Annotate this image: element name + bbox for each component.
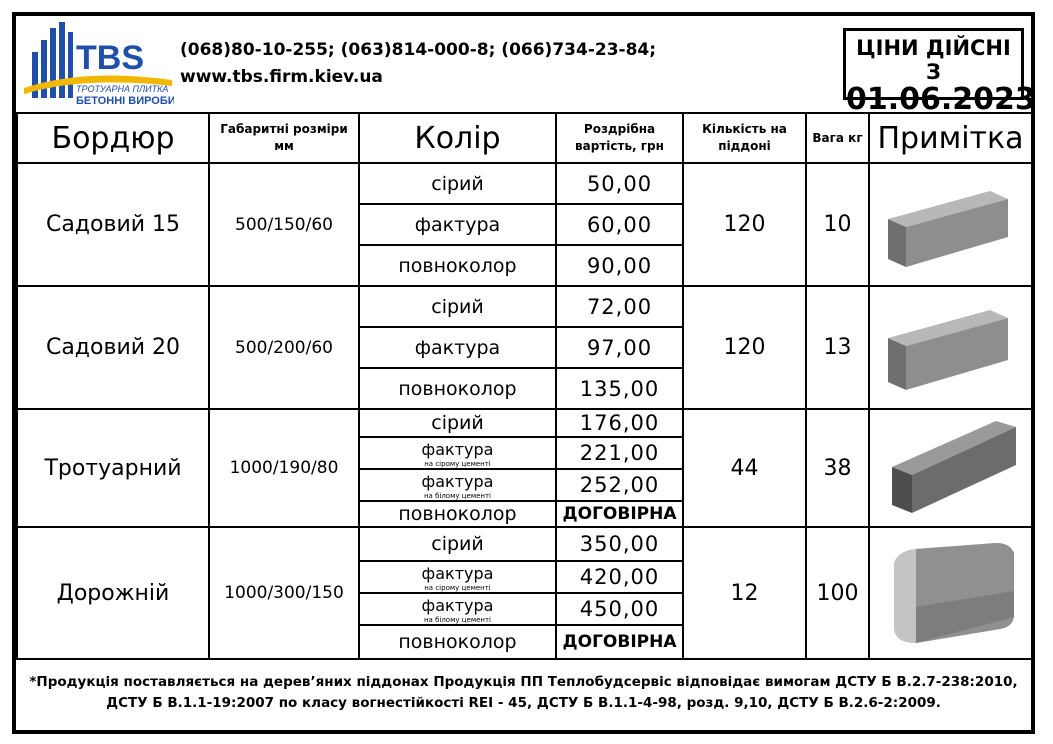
price-table — [16, 112, 1033, 660]
variant-color: фактура на білому цементі — [359, 469, 556, 501]
variant-price: 50,00 — [556, 163, 683, 204]
product-name: Садовий 20 — [17, 286, 209, 409]
variant-color: фактура на сірому цементі — [359, 561, 556, 593]
sidewalk-curb-image — [869, 409, 1032, 527]
variant-price: 60,00 — [556, 204, 683, 245]
footer-note — [16, 672, 1031, 714]
weight-kg: 13 — [806, 286, 869, 409]
table-row — [17, 286, 1032, 327]
variant-color: фактура — [359, 327, 556, 368]
product-name: Садовий 15 — [17, 163, 209, 286]
variant-color: фактура — [359, 204, 556, 245]
validity-label: ЦІНИ ДІЙСНІ З — [856, 36, 1011, 84]
variant-price: 420,00 — [556, 561, 683, 593]
variant-price: 135,00 — [556, 368, 683, 409]
svg-text:БЕТОННІ ВИРОБИ: БЕТОННІ ВИРОБИ — [76, 95, 174, 107]
contact-website[interactable]: www.tbs.firm.kiev.ua — [180, 67, 383, 87]
product-name: Тротуарний — [17, 409, 209, 527]
variant-color: повноколор — [359, 625, 556, 659]
pallet-quantity: 120 — [683, 286, 806, 409]
table-header-row — [17, 113, 1032, 163]
weight-kg: 100 — [806, 527, 869, 659]
product-dimensions: 1000/300/150 — [209, 527, 359, 659]
product-dimensions: 500/150/60 — [209, 163, 359, 286]
variant-color: сірий — [359, 527, 556, 561]
variant-color: повноколор — [359, 245, 556, 286]
header-dimensions: Габаритні розміри мм — [209, 113, 359, 163]
variant-price: 97,00 — [556, 327, 683, 368]
tbs-logo — [24, 22, 174, 108]
header-weight: Вага кг — [806, 113, 869, 163]
variant-color: сірий — [359, 163, 556, 204]
garden-curb-image — [869, 286, 1032, 409]
variant-color: повноколор — [359, 368, 556, 409]
variant-price: 221,00 — [556, 437, 683, 469]
variant-price: 252,00 — [556, 469, 683, 501]
table-row — [17, 527, 1032, 561]
contact-info — [180, 37, 656, 91]
variant-color: фактура на сірому цементі — [359, 437, 556, 469]
variant-price: 350,00 — [556, 527, 683, 561]
product-name: Дорожній — [17, 527, 209, 659]
svg-text:ТРОТУАРНА ПЛИТКА: ТРОТУАРНА ПЛИТКА — [76, 84, 169, 94]
table-row — [17, 409, 1032, 437]
variant-price: 72,00 — [556, 286, 683, 327]
pallet-quantity: 44 — [683, 409, 806, 527]
footer-line-1: *Продукція поставляється на дерев’яних піддонах Продукція ПП Теплобудсервіс відповідає вимогам ДСТУ Б В.2.7-238:2010, — [29, 674, 1018, 690]
footer-line-2: ДСТУ Б В.1.1-19:2007 по класу вогнестійкості REI - 45, ДСТУ Б В.1.1-4-98, розд. 9,10, ДСТУ Б В.2.6-2:2009. — [106, 695, 941, 711]
weight-kg: 10 — [806, 163, 869, 286]
header-note: Примітка — [869, 113, 1032, 163]
variant-color: фактура на білому цементі — [359, 593, 556, 625]
variant-price: 90,00 — [556, 245, 683, 286]
variant-color: повноколор — [359, 501, 556, 527]
header-price: Роздрібна вартість, грн — [556, 113, 683, 163]
variant-price: 176,00 — [556, 409, 683, 437]
weight-kg: 38 — [806, 409, 869, 527]
variant-color: сірий — [359, 409, 556, 437]
header-curb: Бордюр — [17, 113, 209, 163]
variant-color: сірий — [359, 286, 556, 327]
road-curb-image — [869, 527, 1032, 659]
pallet-quantity: 12 — [683, 527, 806, 659]
svg-text:TBS: TBS — [76, 39, 144, 77]
variant-price: 450,00 — [556, 593, 683, 625]
contact-phones: (068)80-10-255; (063)814-000-8; (066)734-23-84; — [180, 40, 657, 60]
variant-price: ДОГОВІРНА — [556, 501, 683, 527]
price-validity-box — [843, 28, 1036, 117]
header-quantity: Кількість на піддоні — [683, 113, 806, 163]
product-dimensions: 1000/190/80 — [209, 409, 359, 527]
product-dimensions: 500/200/60 — [209, 286, 359, 409]
header-color: Колір — [359, 113, 556, 163]
validity-date: 01.06.2023 — [846, 82, 1036, 117]
pallet-quantity: 120 — [683, 163, 806, 286]
variant-price: ДОГОВІРНА — [556, 625, 683, 659]
table-row — [17, 163, 1032, 204]
garden-curb-image — [869, 163, 1032, 286]
